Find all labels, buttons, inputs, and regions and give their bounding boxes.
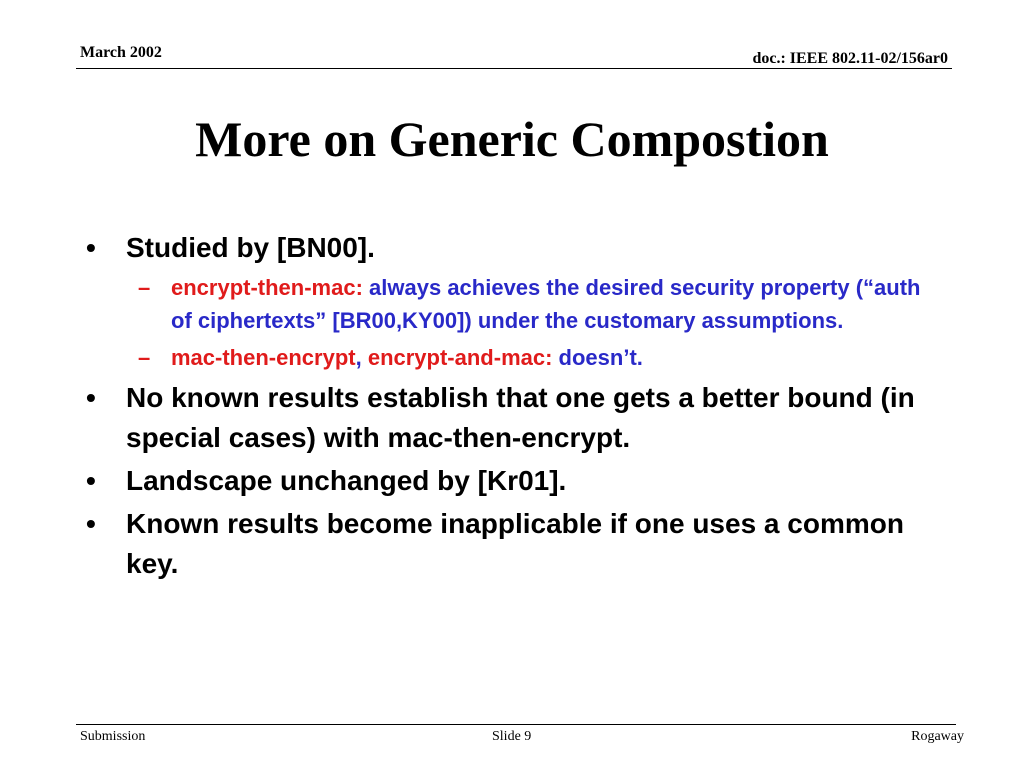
slide-body (86, 228, 946, 587)
footer-divider (76, 724, 956, 725)
term-encrypt-then-mac: encrypt-then-mac (171, 275, 356, 300)
footer-author: Rogaway (911, 729, 964, 744)
header-doc-id: doc.: IEEE 802.11-02/156ar0 (752, 50, 948, 67)
bullet-text: Known results become inapplicable if one uses a common key. (126, 508, 904, 579)
sub-bullet-item (86, 271, 946, 337)
bullet-icon: • (86, 508, 96, 539)
bullet-icon: • (86, 232, 96, 263)
slide-title: More on Generic Compostion (195, 111, 829, 167)
footer-slide-number: Slide 9 (492, 729, 532, 744)
term-separator: , (355, 345, 368, 370)
sub-bullet-text: always achieves the desired security property (“auth of ciphertexts” [BR00,KY00]) under the customary assumptions. (171, 275, 921, 333)
bullet-item (86, 504, 946, 584)
bullet-icon: • (86, 382, 96, 413)
term-mac-then-encrypt: mac-then-encrypt (171, 345, 356, 370)
sub-bullet-text: doesn’t. (552, 345, 643, 370)
header-divider (76, 68, 952, 69)
header-date: March 2002 (80, 44, 162, 61)
footer-submission: Submission (80, 729, 146, 744)
sub-bullet-item (86, 341, 946, 374)
term-colon: : (355, 275, 363, 300)
bullet-text: No known results establish that one gets a better bound (in special cases) with mac-then-encrypt. (126, 382, 915, 453)
bullet-text: Studied by [BN00]. (126, 232, 375, 263)
term-encrypt-and-mac: encrypt-and-mac (367, 345, 546, 370)
bullet-item (86, 378, 946, 458)
bullet-icon: • (86, 465, 96, 496)
bullet-item (86, 461, 946, 501)
dash-icon: – (138, 345, 151, 370)
term-colon: : (545, 345, 553, 370)
bullet-text: Landscape unchanged by [Kr01]. (126, 465, 567, 496)
dash-icon: – (138, 275, 151, 300)
bullet-item (86, 228, 946, 268)
